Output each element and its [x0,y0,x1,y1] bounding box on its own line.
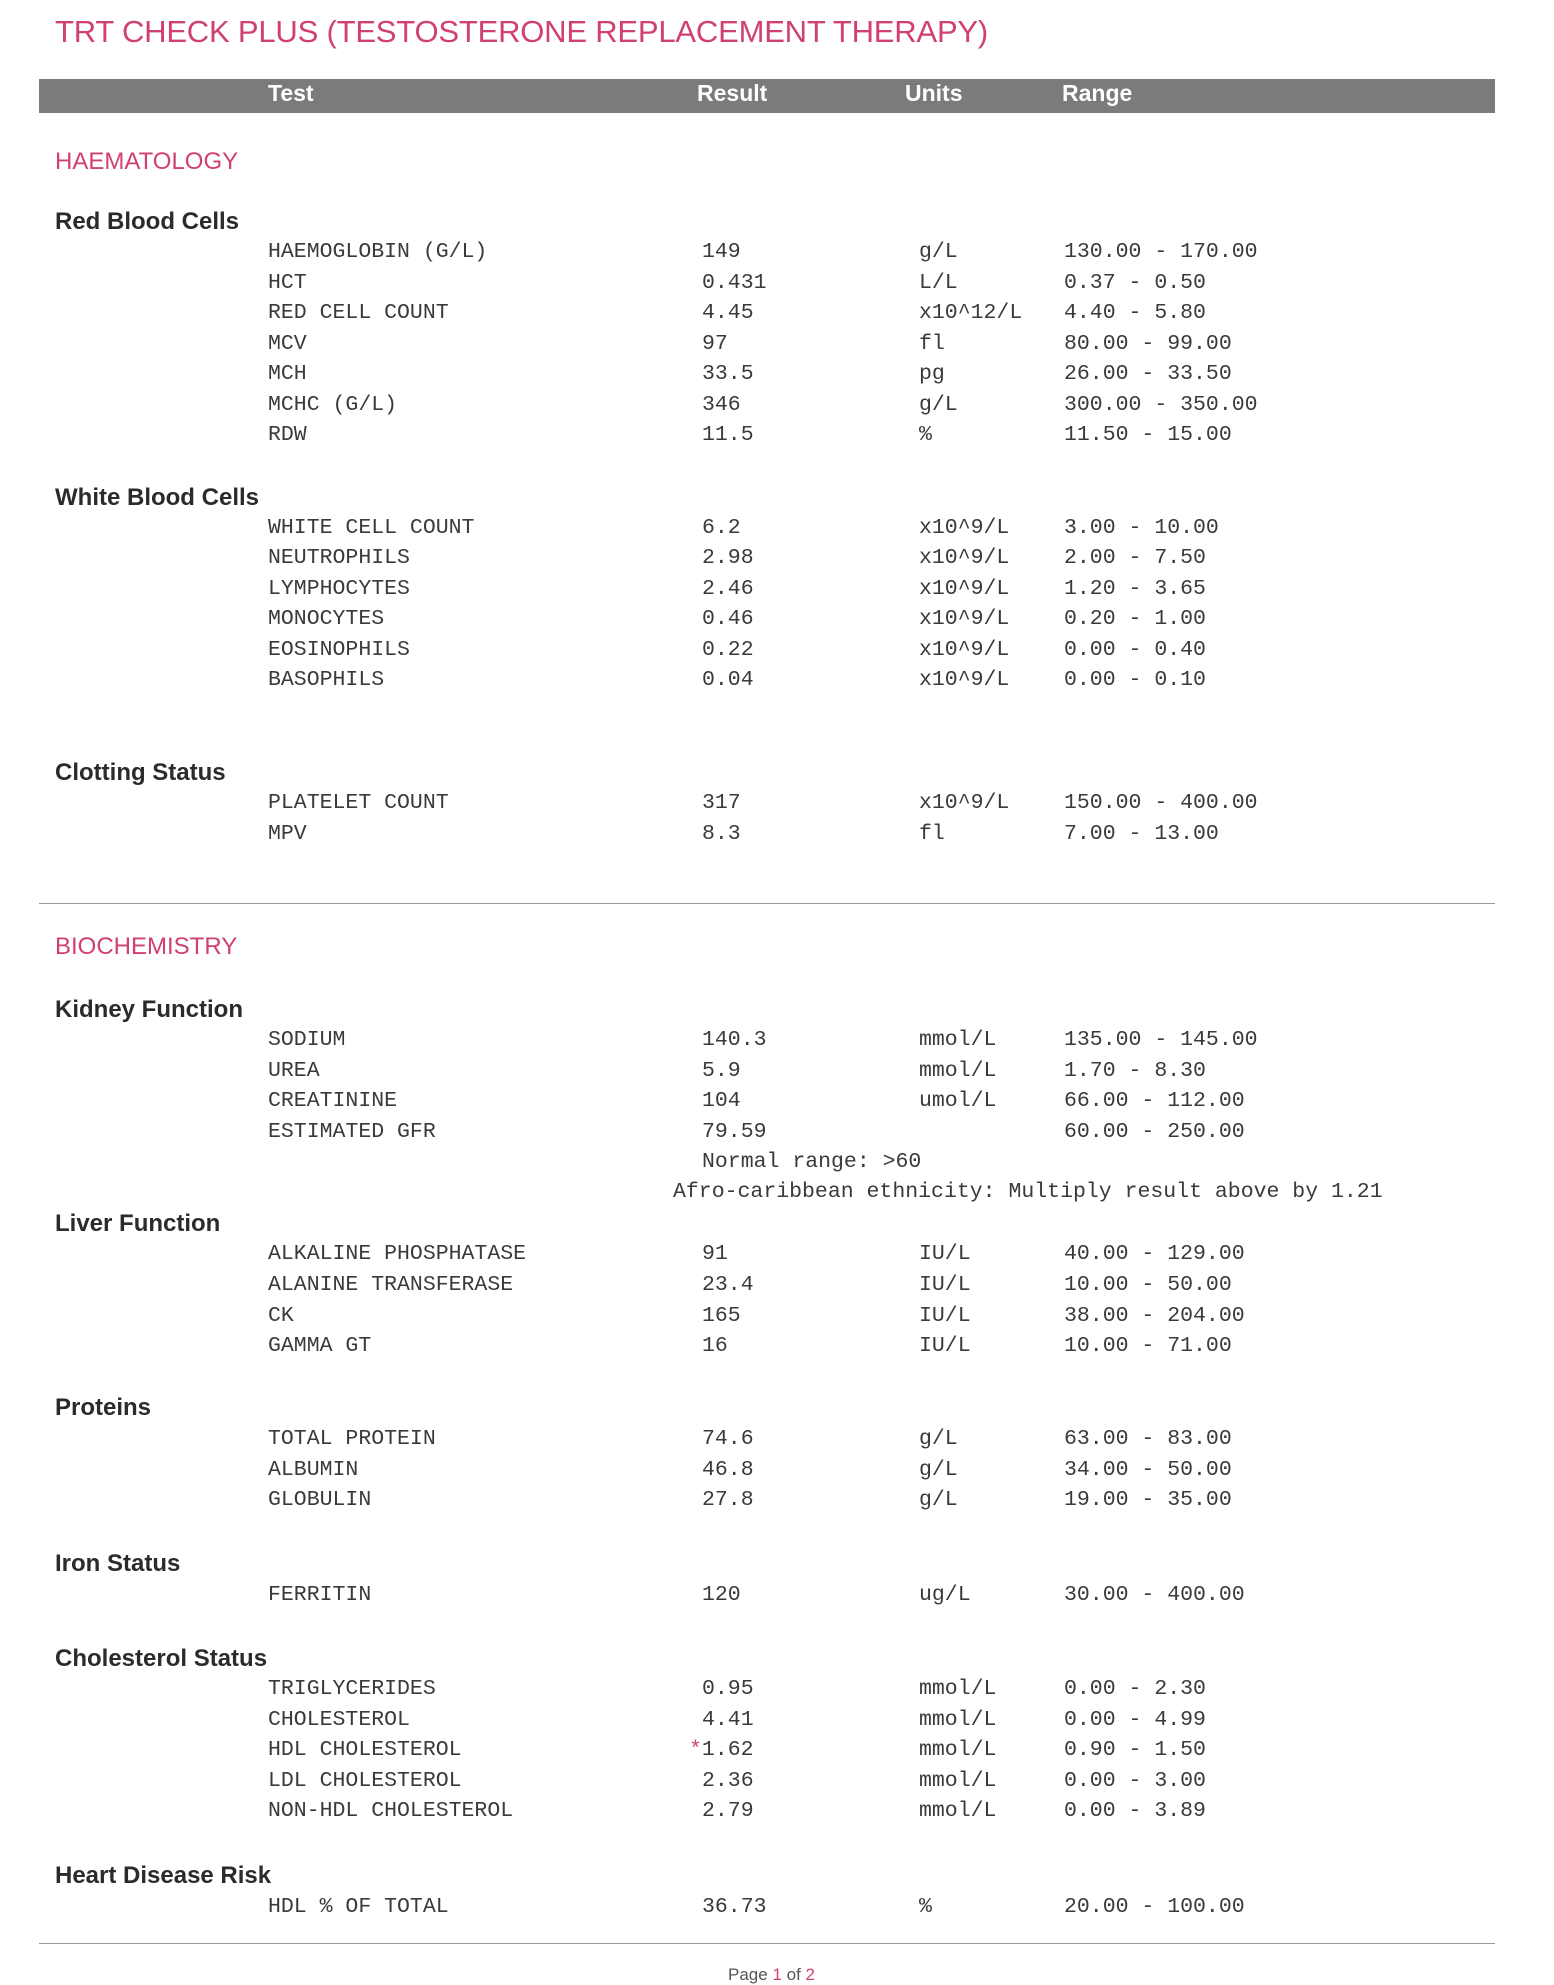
units-value: x10^9/L [919,668,1010,692]
reference-range: 0.00 - 3.89 [1064,1799,1206,1823]
units-value: g/L [919,1488,958,1512]
reference-range: 19.00 - 35.00 [1064,1488,1232,1512]
units-value: umol/L [919,1089,997,1113]
reference-range: 66.00 - 112.00 [1064,1089,1245,1113]
test-name: ESTIMATED GFR [268,1119,436,1144]
test-name: HAEMOGLOBIN (G/L) [268,240,488,264]
units-value: x10^9/L [919,607,1010,632]
result-value: 104 [702,1089,741,1113]
header-units: Units [905,80,963,106]
units-value: mmol/L [919,1799,997,1823]
reference-range: 63.00 - 83.00 [1064,1427,1232,1451]
result-value: 4.41 [702,1707,754,1732]
units-value: x10^9/L [919,546,1010,571]
units-value: mmol/L [919,1738,997,1762]
group-clotting-status: Clotting Status [55,759,226,786]
reference-range: 20.00 - 100.00 [1064,1895,1245,1919]
result-value: 2.36 [702,1768,754,1793]
footer-of: of [781,1965,806,1984]
test-name: HCT [268,270,307,295]
result-value: 46.8 [702,1457,754,1482]
abnormal-flag: * [689,1738,702,1762]
test-name: TOTAL PROTEIN [268,1427,436,1451]
result-value: 16 [702,1334,728,1359]
test-name: LDL CHOLESTEROL [268,1768,462,1793]
units-value: g/L [919,392,958,417]
test-name: EOSINOPHILS [268,637,410,662]
section-biochemistry: BIOCHEMISTRY [55,933,238,960]
header-range: Range [1062,80,1133,106]
units-value: % [919,423,932,447]
group-white-blood-cells: White Blood Cells [55,484,259,511]
section-haematology: HAEMATOLOGY [55,148,239,175]
reference-range: 10.00 - 71.00 [1064,1334,1232,1359]
test-name: CK [268,1303,294,1328]
group-kidney-function: Kidney Function [55,996,243,1023]
reference-range: 80.00 - 99.00 [1064,331,1232,356]
reference-range: 7.00 - 13.00 [1064,821,1219,846]
header-test: Test [268,80,314,106]
reference-range: 10.00 - 50.00 [1064,1272,1232,1297]
result-value: 79.59 [702,1119,767,1144]
header-result: Result [697,80,768,106]
test-name: GLOBULIN [268,1488,372,1512]
test-name: PLATELET COUNT [268,791,449,815]
page-title: TRT CHECK PLUS (TESTOSTERONE REPLACEMENT THERAPY) [55,14,989,49]
reference-range: 0.90 - 1.50 [1064,1738,1206,1762]
reference-range: 300.00 - 350.00 [1064,392,1258,417]
reference-range: 38.00 - 204.00 [1064,1303,1245,1328]
gfr-note-ethnicity: Afro-caribbean ethnicity: Multiply result above by 1.21 [673,1180,1383,1204]
units-value: L/L [919,270,958,295]
reference-range: 0.00 - 0.10 [1064,668,1206,692]
test-name: MCV [268,331,307,356]
result-value: 8.3 [702,821,741,846]
footer-page-total: 2 [805,1965,815,1984]
reference-range: 130.00 - 170.00 [1064,240,1258,264]
test-name: ALANINE TRANSFERASE [268,1272,514,1297]
units-value: ug/L [919,1583,971,1607]
test-name: NEUTROPHILS [268,546,410,571]
reference-range: 150.00 - 400.00 [1064,791,1258,815]
reference-range: 30.00 - 400.00 [1064,1583,1245,1607]
test-name: ALKALINE PHOSPHATASE [268,1242,527,1266]
test-name: MPV [268,821,307,846]
units-value: mmol/L [919,1707,997,1732]
test-name: SODIUM [268,1028,346,1052]
units-value: IU/L [919,1303,971,1328]
test-name: BASOPHILS [268,668,385,692]
result-value: 165 [702,1303,741,1328]
result-value: 5.9 [702,1058,741,1083]
test-name: MCHC (G/L) [268,392,398,417]
test-name: CREATININE [268,1089,398,1113]
footer-page-number: 1 [772,1965,782,1984]
result-value: 27.8 [702,1488,754,1512]
units-value: pg [919,362,945,386]
result-value: 120 [702,1583,741,1607]
group-iron-status: Iron Status [55,1550,181,1577]
units-value: x10^9/L [919,516,1010,540]
units-value: x10^12/L [919,301,1023,325]
units-value: x10^9/L [919,791,1010,815]
result-value: 0.95 [702,1677,754,1701]
reference-range: 3.00 - 10.00 [1064,516,1219,540]
reference-range: 40.00 - 129.00 [1064,1242,1245,1266]
result-value: 0.431 [702,270,767,295]
reference-range: 34.00 - 50.00 [1064,1457,1232,1482]
units-value: g/L [919,240,958,264]
result-value: 11.5 [702,423,754,447]
reference-range: 0.37 - 0.50 [1064,270,1206,295]
result-value: 6.2 [702,516,741,540]
result-value: 91 [702,1242,728,1266]
test-name: RDW [268,423,307,447]
test-name: UREA [268,1058,320,1083]
result-value: 149 [702,240,741,264]
units-value: IU/L [919,1272,971,1297]
test-name: MONOCYTES [268,607,385,632]
result-value: 74.6 [702,1427,754,1451]
test-name: TRIGLYCERIDES [268,1677,436,1701]
result-value: 36.73 [702,1895,767,1919]
reference-range: 4.40 - 5.80 [1064,301,1206,325]
reference-range: 1.70 - 8.30 [1064,1058,1206,1083]
result-value: 23.4 [702,1272,754,1297]
group-liver-function: Liver Function [55,1210,221,1237]
result-value: 0.22 [702,637,754,662]
result-value [689,1738,754,1762]
units-value: x10^9/L [919,637,1010,662]
units-value: mmol/L [919,1768,997,1793]
reference-range: 0.20 - 1.00 [1064,607,1206,632]
reference-range: 11.50 - 15.00 [1064,423,1232,447]
result-value: 97 [702,331,728,356]
reference-range: 2.00 - 7.50 [1064,546,1206,571]
test-name: WHITE CELL COUNT [268,516,475,540]
group-heart-disease-risk: Heart Disease Risk [55,1862,272,1889]
test-name: ALBUMIN [268,1457,359,1482]
footer-prefix: Page [728,1965,773,1984]
units-value: mmol/L [919,1058,997,1083]
result-value: 33.5 [702,362,754,386]
test-name: RED CELL COUNT [268,301,449,325]
result-value: 2.98 [702,546,754,571]
result-value: 0.04 [702,668,754,692]
units-value: x10^9/L [919,576,1010,601]
page-footer [728,1965,815,1985]
units-value: mmol/L [919,1028,997,1052]
test-name: CHOLESTEROL [268,1707,410,1732]
test-name: NON-HDL CHOLESTEROL [268,1799,514,1823]
result-value: 4.45 [702,301,754,325]
result-value: 0.46 [702,607,754,632]
units-value: IU/L [919,1242,971,1266]
test-name: GAMMA GT [268,1334,372,1359]
result-value: 346 [702,392,741,417]
section-divider [39,903,1495,904]
reference-range: 135.00 - 145.00 [1064,1028,1258,1052]
units-value: fl [919,821,945,846]
test-name: MCH [268,362,307,386]
result-value: 140.3 [702,1028,767,1052]
test-name: HDL % OF TOTAL [268,1895,449,1919]
reference-range: 0.00 - 4.99 [1064,1707,1206,1732]
reference-range: 26.00 - 33.50 [1064,362,1232,386]
result-value: 2.46 [702,576,754,601]
reference-range: 60.00 - 250.00 [1064,1119,1245,1144]
units-value: % [919,1895,932,1919]
reference-range: 0.00 - 2.30 [1064,1677,1206,1701]
test-name: FERRITIN [268,1583,372,1607]
reference-range: 0.00 - 3.00 [1064,1768,1206,1793]
units-value: mmol/L [919,1677,997,1701]
units-value: fl [919,331,945,356]
units-value: IU/L [919,1334,971,1359]
group-cholesterol-status: Cholesterol Status [55,1645,268,1672]
reference-range: 1.20 - 3.65 [1064,576,1206,601]
result-value: 317 [702,791,741,815]
test-name: LYMPHOCYTES [268,576,410,601]
gfr-note-normal-range: Normal range: >60 [702,1150,922,1174]
units-value: g/L [919,1427,958,1451]
test-name: HDL CHOLESTEROL [268,1738,462,1762]
group-proteins: Proteins [55,1394,152,1421]
result-value: 2.79 [702,1799,754,1823]
result-text: 1.62 [701,1738,754,1762]
footer-divider [39,1943,1495,1944]
group-red-blood-cells: Red Blood Cells [55,208,240,235]
units-value: g/L [919,1457,958,1482]
reference-range: 0.00 - 0.40 [1064,637,1206,662]
